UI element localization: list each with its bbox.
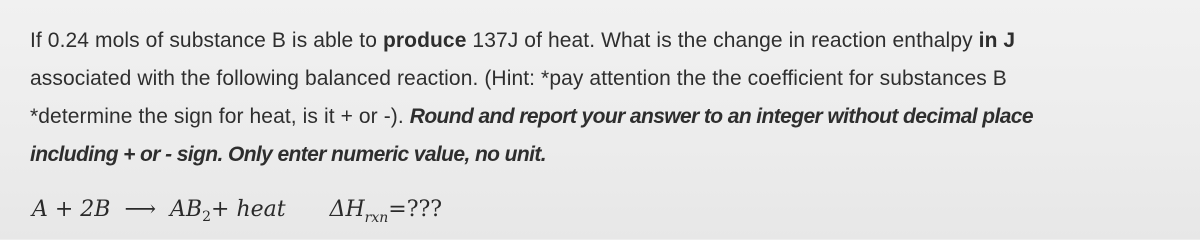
reaction-equation xyxy=(32,197,442,226)
question-line1-middle: 137J of heat. What is the change in reaction enthalpy xyxy=(466,29,979,52)
equation-product-subscript: 2 xyxy=(202,209,212,225)
question-rounding-instruction: Round and report your answer to an integer without decimal place xyxy=(409,105,1033,128)
question-unit-emphasis: in J xyxy=(978,29,1016,52)
question-line3-start: *determine the sign for heat, is it + or -). xyxy=(30,105,410,128)
question-keyword-produce: produce xyxy=(382,29,467,52)
equation-product: AB xyxy=(170,197,203,222)
equation-heat-term: + heat xyxy=(211,197,286,222)
question-line1-start: If 0.24 mols of substance B is able to xyxy=(30,29,383,52)
equation-reactants: A + 2B xyxy=(32,197,111,222)
enthalpy-unknown: =??? xyxy=(388,197,443,222)
enthalpy-symbol: ΔH xyxy=(329,197,365,222)
enthalpy-subscript: rxn xyxy=(364,210,389,226)
reaction-arrow-icon: ⟶ xyxy=(124,197,157,222)
question-answer-format-instruction: including + or - sign. Only enter numeric value, no unit. xyxy=(30,143,546,166)
question-text xyxy=(30,22,1195,174)
question-line2: associated with the following balanced reaction. (Hint: *pay attention the the coefficient for substances B xyxy=(30,67,1007,90)
